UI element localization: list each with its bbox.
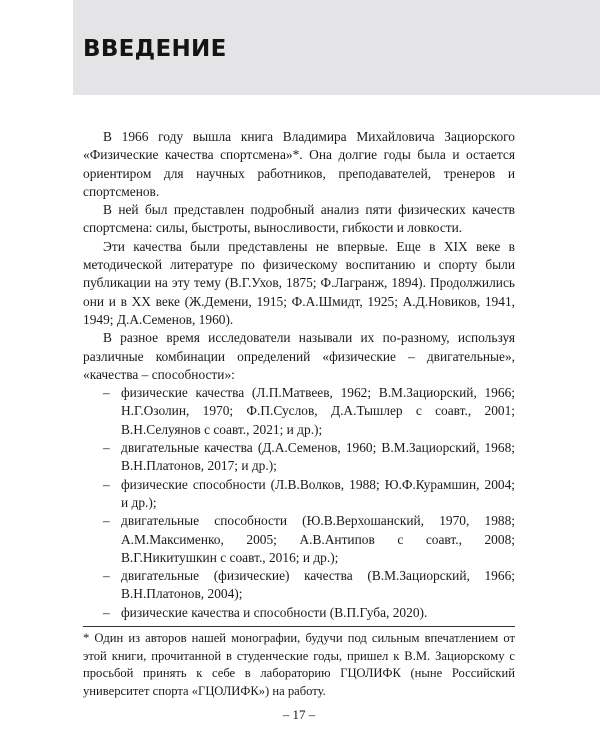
list-dash: –	[103, 476, 110, 492]
list-item-text: двигательные способности (Ю.В.Верхошанский, 1970, 1988; А.М.Максименко, 2005; А.В.Антипов с соавт., 2008; В.Г.Никитушкин с соавт., 2016; и др.);	[121, 513, 515, 565]
list-dash: –	[103, 385, 110, 401]
chapter-title: ВВЕДЕНИЕ	[83, 36, 227, 62]
list-item	[83, 384, 515, 439]
footnote-divider	[83, 626, 515, 627]
list-item	[83, 476, 515, 513]
paragraph: Эти качества были представлены не впервые. Еще в XIX веке в методической литературе по физическому воспитанию и спорту были публикации на эту тему (В.Г.Ухов, 1875; Ф.Лагранж, 1894). Продолжились они и в XX веке (Ж.Демени, 1915; Ф.А.Шмидт, 1925; А.Д.Новиков, 1941, 1949; Д.А.Семенов, 1960).	[83, 238, 515, 327]
list-item	[83, 439, 515, 476]
list-item-text: физические качества (Л.П.Матвеев, 1962; В.М.Зациорский, 1966; Н.Г.Озолин, 1970; Ф.П.Суслов, Д.А.Тышлер с соавт., 2001; В.Н.Селуянов с соавт., 2021; и др.);	[121, 385, 515, 437]
paragraph: В 1966 году вышла книга Владимира Михайловича Зациорского «Физические качества спортсмена»*. Она долгие годы была и остается ориентиром для научных работников, преподавателей, тренеров и спортсменов.	[83, 129, 515, 199]
list-item-text: двигательные (физические) качества (В.М.Зациорский, 1966; В.Н.Платонов, 2004);	[121, 568, 515, 602]
definitions-list	[83, 384, 515, 622]
list-dash: –	[103, 568, 110, 584]
page-number: – 17 –	[282, 707, 316, 722]
paragraph: В разное время исследователи называли их по-разному, используя различные комбинации определений «физические – двигательные», «качества – способности»:	[83, 330, 515, 382]
list-item	[83, 604, 515, 622]
paragraph: В ней был представлен подробный анализ пяти физических качеств спортсмена: силы, быстроты, выносливости, гибкости и ловкости.	[83, 202, 515, 236]
list-item	[83, 512, 515, 567]
list-item-text: физические качества и способности (В.П.Губа, 2020).	[121, 604, 428, 620]
list-item-text: физические способности (Л.В.Волков, 1988; Ю.Ф.Курамшин, 2004; и др.);	[121, 476, 515, 510]
list-dash: –	[103, 604, 110, 620]
list-dash: –	[103, 513, 110, 529]
body-text	[83, 128, 515, 622]
list-item-text: двигательные качества (Д.А.Семенов, 1960; В.М.Зациорский, 1968; В.Н.Платонов, 2017; и др.);	[121, 440, 515, 474]
list-item	[83, 567, 515, 604]
list-dash: –	[103, 440, 110, 456]
footnote: * Один из авторов нашей монографии, будучи под сильным впечатлением от этой книги, прочитанной в студенческие годы, пришел к В.М. Зациорскому с просьбой принять к себе в лабораторию ГЦОЛИФК (ныне Российский университет спорта «ГЦОЛИФК») на работу.	[83, 631, 515, 698]
